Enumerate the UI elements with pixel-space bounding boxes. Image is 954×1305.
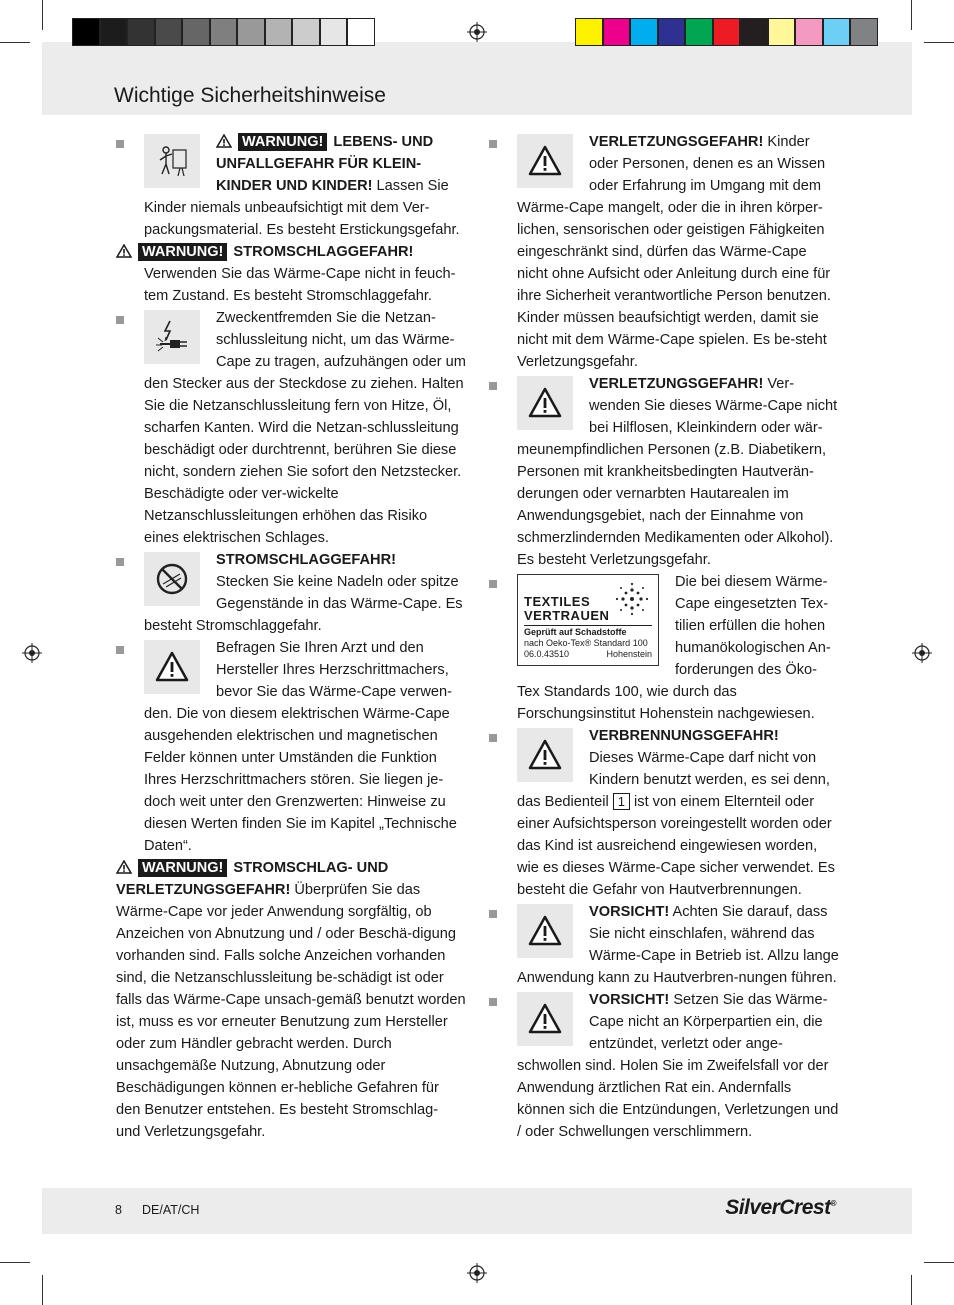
safety-item — [144, 131, 466, 241]
item-title: VORSICHT! — [589, 904, 670, 920]
item-title: VORSICHT! — [589, 992, 670, 1008]
item-text: ist von einem Elternteil oder einer Aufsichtsperson voreingestellt worden oder das Kind ist ausreichend eingewiesen worden, wie es dieses Wärme-Cape sicher verwendet. Es besteht die Gefahr von Hautverbrennungen. — [517, 794, 835, 898]
electric-plug-hazard-icon — [144, 310, 200, 364]
page-header — [42, 42, 912, 115]
color-swatch — [100, 18, 128, 46]
safety-item — [517, 901, 839, 989]
warning-triangle-icon — [517, 376, 573, 430]
bullet-square — [489, 140, 497, 148]
safety-item — [144, 549, 466, 637]
item-text: Ver-wenden Sie dieses Wärme-Cape nicht bei Hilflosen, Kleinkindern oder wär-meunempfindlichen Personen (z.B. Diabetikern, Personen mit krankheitsbedingten Hautverän-derungen oder vernarbten Hautarealen im Anwendungsgebiet, nach der Einnahme von schmerzlindernden Medikamenten oder Alkohol). Es besteht Verletzungsgefahr. — [517, 376, 838, 568]
crop-mark — [924, 1262, 954, 1263]
color-swatch — [575, 18, 603, 46]
color-swatch — [210, 18, 238, 46]
color-swatch — [237, 18, 265, 46]
registration-mark-icon — [912, 643, 932, 663]
color-calibration-strip — [575, 18, 878, 46]
safety-item — [517, 989, 839, 1143]
color-swatch — [740, 18, 768, 46]
item-text: Überprüfen Sie das Wärme-Cape vor jeder Anwendung sorgfältig, ob Anzeichen von Abnutzung und / oder Beschä-digung vorhanden sind. Falls solche Anzeichen vorhanden sind, die Netzanschlussleitung be-schädigt ist oder falls das Wärme-Cape unsach-gemäß benutzt worden ist, muss es vor erneuter Benutzung zum Hersteller oder zum Händler gebracht werden. Durch unsachgemäße Nutzung, Abnutzung oder Beschädigungen können er-hebliche Gefahren für den Benutzer entstehen. Es besteht Stromschlag- und Verletzungsgefahr. — [116, 882, 466, 1140]
item-title: LEBENS- UND UNFALLGEFAHR FÜR KLEIN-KINDER UND KINDER! — [216, 134, 434, 194]
safety-item — [517, 373, 839, 571]
warning-triangle-icon — [116, 860, 132, 874]
page-title: Wichtige Sicherheitshinweise — [114, 84, 386, 107]
crop-mark — [911, 1275, 912, 1305]
item-text: Dieses Wärme-Cape darf nicht von Kindern benutzt werden, es sei denn, das Bedienteil — [517, 750, 830, 810]
part-reference-number: 1 — [613, 793, 630, 810]
safety-item — [116, 241, 466, 307]
color-swatch — [127, 18, 155, 46]
color-swatch — [713, 18, 741, 46]
warning-triangle-icon — [116, 244, 132, 258]
safety-item — [517, 571, 839, 725]
crop-mark — [0, 1262, 30, 1263]
item-text: Zweckentfremden Sie die Netzan-schlussleitung nicht, um das Wärme-Cape zu tragen, aufzuhängen oder um den Stecker aus der Steckdose zu ziehen. Halten Sie die Netzanschlussleitung fern von Hitze, Öl, scharfen Kanten. Wird die Netzan-schlussleitung beschädigt oder durchtrennt, berühren Sie diese nicht, sondern ziehen Sie sofort den Netzstecker. Beschädigte oder ver-wickelte Netzanschlussleitungen erhöhen das Risiko eines elektrischen Schlages. — [144, 310, 466, 546]
color-swatch — [658, 18, 686, 46]
bullet-square — [116, 140, 124, 148]
bullet-square — [489, 734, 497, 742]
warning-triangle-icon — [216, 134, 232, 148]
item-text: Kinder oder Personen, denen es an Wissen oder Erfahrung im Umgang mit dem Wärme-Cape mangelt, oder die in ihren körper-lichen, sensorischen oder geistigen Fähigkeiten eingeschränkt sind, dürfen das Wärme-Cape nicht ohne Aufsicht oder Anleitung durch eine für ihre Sicherheit verantwortliche Person benutzen. Kinder müssen beaufsichtigt werden, damit sie nicht mit dem Wärme-Cape spielen. Es be-steht Verletzungsgefahr. — [517, 134, 831, 370]
item-title: STROMSCHLAGGEFAHR! — [216, 552, 396, 568]
color-swatch — [292, 18, 320, 46]
color-swatch — [320, 18, 348, 46]
bullet-square — [116, 558, 124, 566]
item-text: Achten Sie darauf, dass Sie nicht einschlafen, während das Wärme-Cape in Betrieb ist. Allzu lange Anwendung kann zu Hautverbren-nungen führen. — [517, 904, 839, 986]
item-title: VERLETZUNGSGEFAHR! — [589, 134, 764, 150]
item-text: Setzen Sie das Wärme-Cape nicht an Körperpartien ein, die entzündet, verletzt oder ange-schwollen sind. Holen Sie im Zweifelsfall vor der Anwendung ärztlichen Rat ein. Andernfalls können sich die Entzündungen, Verletzungen und / oder Schwellungen verschlimmern. — [517, 992, 839, 1140]
page-number: 8 — [115, 1203, 122, 1217]
crop-mark — [42, 1275, 43, 1305]
item-text: Lassen Sie Kinder niemals unbeaufsichtigt mit dem Ver-packungsmaterial. Es besteht Erstickungsgefahr. — [144, 178, 460, 238]
bullet-square — [489, 580, 497, 588]
grayscale-calibration-strip — [72, 18, 375, 46]
color-swatch — [768, 18, 796, 46]
item-title: STROMSCHLAGGEFAHR! — [233, 244, 414, 260]
item-text: Die bei diesem Wärme-Cape eingesetzten Tex-tilien erfüllen die hohen humanökologischen An-forderungen des Öko-Tex Standards 100, wie durch das Forschungsinstitut Hohenstein nachgewiesen. — [517, 574, 831, 722]
bullet-square — [489, 910, 497, 918]
safety-item — [517, 131, 839, 373]
crop-mark — [0, 42, 30, 43]
color-swatch — [603, 18, 631, 46]
warning-triangle-icon — [517, 992, 573, 1046]
crop-mark — [42, 0, 43, 30]
registration-mark-icon — [467, 1263, 487, 1283]
item-text: Stecken Sie keine Nadeln oder spitze Gegenstände in das Wärme-Cape. Es besteht Stromschlaggefahr. — [144, 574, 463, 634]
bullet-square — [116, 316, 124, 324]
warning-badge: WARNUNG! — [238, 133, 327, 151]
color-swatch — [72, 18, 100, 46]
child-packaging-icon — [144, 134, 200, 188]
warning-triangle-icon — [517, 134, 573, 188]
warning-triangle-icon — [517, 728, 573, 782]
warning-badge: WARNUNG! — [138, 243, 227, 261]
oeko-tex-label: TEXTILES VERTRAUEN Geprüft auf Schadstoffe nach Oeko-Tex® Standard 100 06.0.43510 Hohenstein — [517, 574, 659, 666]
warning-triangle-icon — [517, 904, 573, 958]
crop-mark — [911, 0, 912, 30]
safety-item — [517, 725, 839, 901]
bullet-square — [489, 998, 497, 1006]
region-label: DE/AT/CH — [142, 1203, 200, 1217]
color-swatch — [795, 18, 823, 46]
warning-badge: WARNUNG! — [138, 859, 227, 877]
item-title: STROMSCHLAG- UND VERLETZUNGSGEFAHR! — [116, 860, 389, 898]
safety-item — [144, 637, 466, 857]
item-title: VERBRENNUNGSGEFAHR! — [589, 728, 779, 744]
brand-logo: SilverCrest® — [725, 1196, 836, 1219]
bullet-square — [116, 646, 124, 654]
color-swatch — [265, 18, 293, 46]
safety-item — [116, 857, 466, 1143]
left-column — [116, 131, 466, 1143]
right-column — [517, 131, 839, 1143]
color-swatch — [685, 18, 713, 46]
color-swatch — [630, 18, 658, 46]
safety-item — [144, 307, 466, 549]
item-text: Verwenden Sie das Wärme-Cape nicht in feuch-tem Zustand. Es besteht Stromschlaggefahr. — [144, 266, 456, 304]
color-swatch — [823, 18, 851, 46]
no-needles-icon — [144, 552, 200, 606]
registration-mark-icon — [467, 22, 487, 42]
color-swatch — [182, 18, 210, 46]
page-footer — [42, 1188, 912, 1234]
crop-mark — [924, 42, 954, 43]
warning-triangle-icon — [144, 640, 200, 694]
bullet-square — [489, 382, 497, 390]
item-text: Befragen Sie Ihren Arzt und den Hersteller Ihres Herzschrittmachers, bevor Sie das Wärme-Cape verwen-den. Die von diesem elektrischen Wärme-Cape ausgehenden elektrischen und magnetischen Felder können unter Umständen die Funktion Ihres Herzschrittmachers stören. Sie liegen je-doch weit unter den Grenzwerten: Hinweise zu diesen Werten finden Sie im Kapitel „Technische Daten“. — [144, 640, 457, 854]
color-swatch — [850, 18, 878, 46]
item-title: VERLETZUNGSGEFAHR! — [589, 376, 764, 392]
color-swatch — [347, 18, 375, 46]
registration-mark-icon — [22, 643, 42, 663]
color-swatch — [155, 18, 183, 46]
globe-icon — [614, 581, 650, 617]
